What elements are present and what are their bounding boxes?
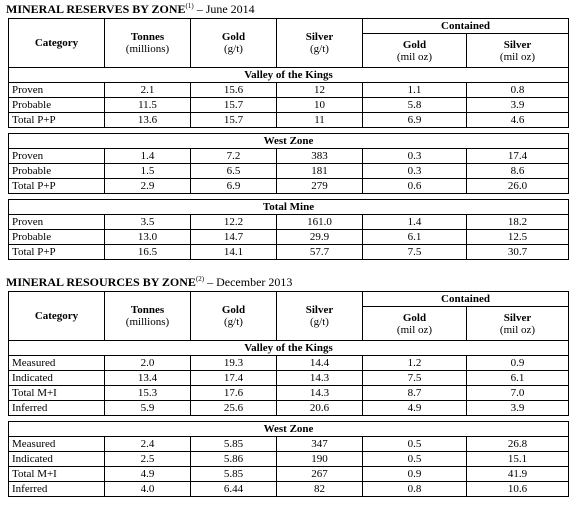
cell-tonnes: 1.4 [105, 149, 191, 164]
cell-c-gold: 0.3 [363, 149, 467, 164]
reserves-col-contained-gold-label: Gold [402, 38, 427, 51]
cell-c-silver: 8.6 [467, 164, 569, 179]
cell-silver: 181 [277, 164, 363, 179]
cell-c-gold: 1.1 [363, 83, 467, 98]
cell-tonnes: 15.3 [105, 386, 191, 401]
table-row [9, 356, 569, 371]
cell-category: Measured [9, 437, 105, 452]
reserves-col-tonnes [105, 19, 191, 68]
cell-c-silver: 3.9 [467, 98, 569, 113]
reserves-col-gold-unit: (g/t) [224, 43, 243, 55]
section-title: Valley of the Kings [9, 341, 569, 356]
cell-category: Inferred [9, 482, 105, 497]
cell-c-gold: 4.9 [363, 401, 467, 416]
reserves-title-footnote-ref: (1) [185, 2, 194, 10]
resources-title [6, 276, 292, 288]
reserves-col-silver-label: Silver [305, 31, 334, 43]
table-row [9, 245, 569, 260]
resources-col-gold-label: Gold [221, 304, 246, 316]
cell-category: Total P+P [9, 113, 105, 128]
cell-silver: 279 [277, 179, 363, 194]
cell-gold: 6.5 [191, 164, 277, 179]
cell-c-gold: 8.7 [363, 386, 467, 401]
cell-c-silver: 30.7 [467, 245, 569, 260]
resources-col-contained-gold-label: Gold [402, 311, 427, 324]
cell-silver: 12 [277, 83, 363, 98]
section-title: Valley of the Kings [9, 68, 569, 83]
resources-title-date: – December 2013 [204, 275, 293, 289]
resources-col-tonnes-label: Tonnes [130, 304, 165, 316]
reserves-col-contained-silver-unit: (mil oz) [499, 50, 536, 63]
cell-silver: 383 [277, 149, 363, 164]
reserves-col-contained-gold [363, 34, 467, 68]
cell-tonnes: 3.5 [105, 215, 191, 230]
resources-title-footnote-ref: (2) [195, 275, 205, 283]
reserves-col-contained-silver [467, 34, 569, 68]
resources-col-tonnes-unit: (millions) [125, 316, 170, 328]
cell-gold: 15.7 [191, 113, 277, 128]
resources-col-silver-label: Silver [305, 304, 334, 316]
cell-silver: 347 [277, 437, 363, 452]
cell-gold: 14.7 [191, 230, 277, 245]
cell-gold: 17.4 [191, 371, 277, 386]
resources-col-contained: Contained [363, 292, 569, 307]
cell-c-silver: 15.1 [467, 452, 569, 467]
cell-c-silver: 12.5 [467, 230, 569, 245]
resources-col-gold [191, 292, 277, 341]
table-row [9, 452, 569, 467]
cell-tonnes: 2.4 [105, 437, 191, 452]
cell-silver: 57.7 [277, 245, 363, 260]
cell-category: Inferred [9, 401, 105, 416]
section-title: Total Mine [9, 200, 569, 215]
cell-tonnes: 5.9 [105, 401, 191, 416]
cell-c-silver: 0.8 [467, 83, 569, 98]
cell-gold: 7.2 [191, 149, 277, 164]
cell-category: Proven [9, 215, 105, 230]
resources-table [8, 291, 569, 497]
cell-tonnes: 11.5 [105, 98, 191, 113]
cell-c-gold: 0.5 [363, 452, 467, 467]
table-row [9, 83, 569, 98]
resources-col-silver-unit: (g/t) [310, 316, 329, 328]
table-row [9, 113, 569, 128]
resources-col-gold-unit: (g/t) [224, 316, 243, 328]
cell-c-gold: 0.3 [363, 164, 467, 179]
table-row [9, 401, 569, 416]
table-row [9, 467, 569, 482]
cell-c-silver: 41.9 [467, 467, 569, 482]
cell-silver: 14.4 [277, 356, 363, 371]
reserves-table-body [9, 68, 569, 260]
cell-gold: 6.9 [191, 179, 277, 194]
cell-category: Proven [9, 149, 105, 164]
cell-gold: 15.6 [191, 83, 277, 98]
cell-c-gold: 1.2 [363, 356, 467, 371]
reserves-title [6, 3, 255, 15]
cell-gold: 5.85 [191, 467, 277, 482]
cell-silver: 190 [277, 452, 363, 467]
cell-silver: 14.3 [277, 371, 363, 386]
cell-category: Total P+P [9, 245, 105, 260]
cell-tonnes: 13.4 [105, 371, 191, 386]
reserves-col-contained-silver-label: Silver [503, 38, 532, 51]
resources-col-contained-silver [467, 307, 569, 341]
table-row [9, 371, 569, 386]
reserves-col-gold-label: Gold [221, 31, 246, 43]
cell-gold: 5.85 [191, 437, 277, 452]
section-header-row [9, 68, 569, 83]
cell-tonnes: 1.5 [105, 164, 191, 179]
cell-c-gold: 6.1 [363, 230, 467, 245]
cell-gold: 12.2 [191, 215, 277, 230]
cell-gold: 15.7 [191, 98, 277, 113]
resources-col-category: Category [9, 292, 105, 341]
cell-gold: 19.3 [191, 356, 277, 371]
section-header-row [9, 200, 569, 215]
resources-col-silver [277, 292, 363, 341]
resources-title-main: MINERAL RESOURCES BY ZONE [6, 275, 196, 289]
reserves-col-tonnes-label: Tonnes [130, 31, 165, 43]
cell-silver: 10 [277, 98, 363, 113]
cell-category: Proven [9, 83, 105, 98]
table-row [9, 179, 569, 194]
cell-c-silver: 3.9 [467, 401, 569, 416]
cell-c-gold: 5.8 [363, 98, 467, 113]
section-header-row [9, 341, 569, 356]
cell-gold: 6.44 [191, 482, 277, 497]
cell-gold: 14.1 [191, 245, 277, 260]
cell-category: Total M+I [9, 386, 105, 401]
table-row [9, 230, 569, 245]
table-row [9, 215, 569, 230]
cell-category: Probable [9, 98, 105, 113]
cell-gold: 25.6 [191, 401, 277, 416]
cell-c-silver: 26.8 [467, 437, 569, 452]
reserves-title-main: MINERAL RESERVES BY ZONE [6, 2, 186, 16]
reserves-col-contained-gold-unit: (mil oz) [396, 50, 433, 63]
table-row [9, 386, 569, 401]
cell-c-gold: 0.6 [363, 179, 467, 194]
section-title: West Zone [9, 422, 569, 437]
table-row [9, 437, 569, 452]
reserves-col-contained: Contained [363, 19, 569, 34]
cell-tonnes: 2.5 [105, 452, 191, 467]
cell-c-gold: 0.8 [363, 482, 467, 497]
cell-silver: 11 [277, 113, 363, 128]
cell-tonnes: 13.6 [105, 113, 191, 128]
resources-col-contained-silver-label: Silver [503, 311, 532, 324]
reserves-col-silver [277, 19, 363, 68]
cell-c-silver: 4.6 [467, 113, 569, 128]
cell-c-gold: 1.4 [363, 215, 467, 230]
cell-silver: 20.6 [277, 401, 363, 416]
table-row [9, 98, 569, 113]
reserves-col-category: Category [9, 19, 105, 68]
cell-tonnes: 2.0 [105, 356, 191, 371]
cell-category: Total M+I [9, 467, 105, 482]
cell-c-gold: 7.5 [363, 371, 467, 386]
cell-c-silver: 17.4 [467, 149, 569, 164]
cell-c-silver: 26.0 [467, 179, 569, 194]
table-row [9, 149, 569, 164]
cell-tonnes: 4.9 [105, 467, 191, 482]
cell-c-gold: 0.9 [363, 467, 467, 482]
cell-c-silver: 0.9 [467, 356, 569, 371]
cell-category: Indicated [9, 452, 105, 467]
resources-col-contained-gold-unit: (mil oz) [396, 323, 433, 336]
cell-silver: 267 [277, 467, 363, 482]
cell-c-gold: 7.5 [363, 245, 467, 260]
cell-tonnes: 13.0 [105, 230, 191, 245]
cell-c-silver: 7.0 [467, 386, 569, 401]
reserves-title-date: – June 2014 [193, 2, 255, 16]
resources-col-tonnes [105, 292, 191, 341]
cell-c-silver: 6.1 [467, 371, 569, 386]
reserves-col-tonnes-unit: (millions) [125, 43, 170, 55]
cell-c-gold: 0.5 [363, 437, 467, 452]
cell-c-silver: 10.6 [467, 482, 569, 497]
resources-table-body [9, 341, 569, 497]
section-header-row [9, 422, 569, 437]
cell-tonnes: 2.1 [105, 83, 191, 98]
resources-col-contained-silver-unit: (mil oz) [499, 323, 536, 336]
cell-category: Measured [9, 356, 105, 371]
cell-category: Probable [9, 164, 105, 179]
cell-category: Indicated [9, 371, 105, 386]
cell-tonnes: 4.0 [105, 482, 191, 497]
cell-c-gold: 6.9 [363, 113, 467, 128]
cell-gold: 5.86 [191, 452, 277, 467]
cell-tonnes: 16.5 [105, 245, 191, 260]
reserves-col-silver-unit: (g/t) [310, 43, 329, 55]
section-header-row [9, 134, 569, 149]
resources-col-contained-gold [363, 307, 467, 341]
cell-gold: 17.6 [191, 386, 277, 401]
section-title: West Zone [9, 134, 569, 149]
cell-silver: 161.0 [277, 215, 363, 230]
reserves-table [8, 18, 569, 260]
reserves-col-gold [191, 19, 277, 68]
cell-tonnes: 2.9 [105, 179, 191, 194]
cell-silver: 14.3 [277, 386, 363, 401]
cell-c-silver: 18.2 [467, 215, 569, 230]
table-row [9, 482, 569, 497]
cell-category: Total P+P [9, 179, 105, 194]
cell-silver: 82 [277, 482, 363, 497]
table-row [9, 164, 569, 179]
cell-category: Probable [9, 230, 105, 245]
cell-silver: 29.9 [277, 230, 363, 245]
